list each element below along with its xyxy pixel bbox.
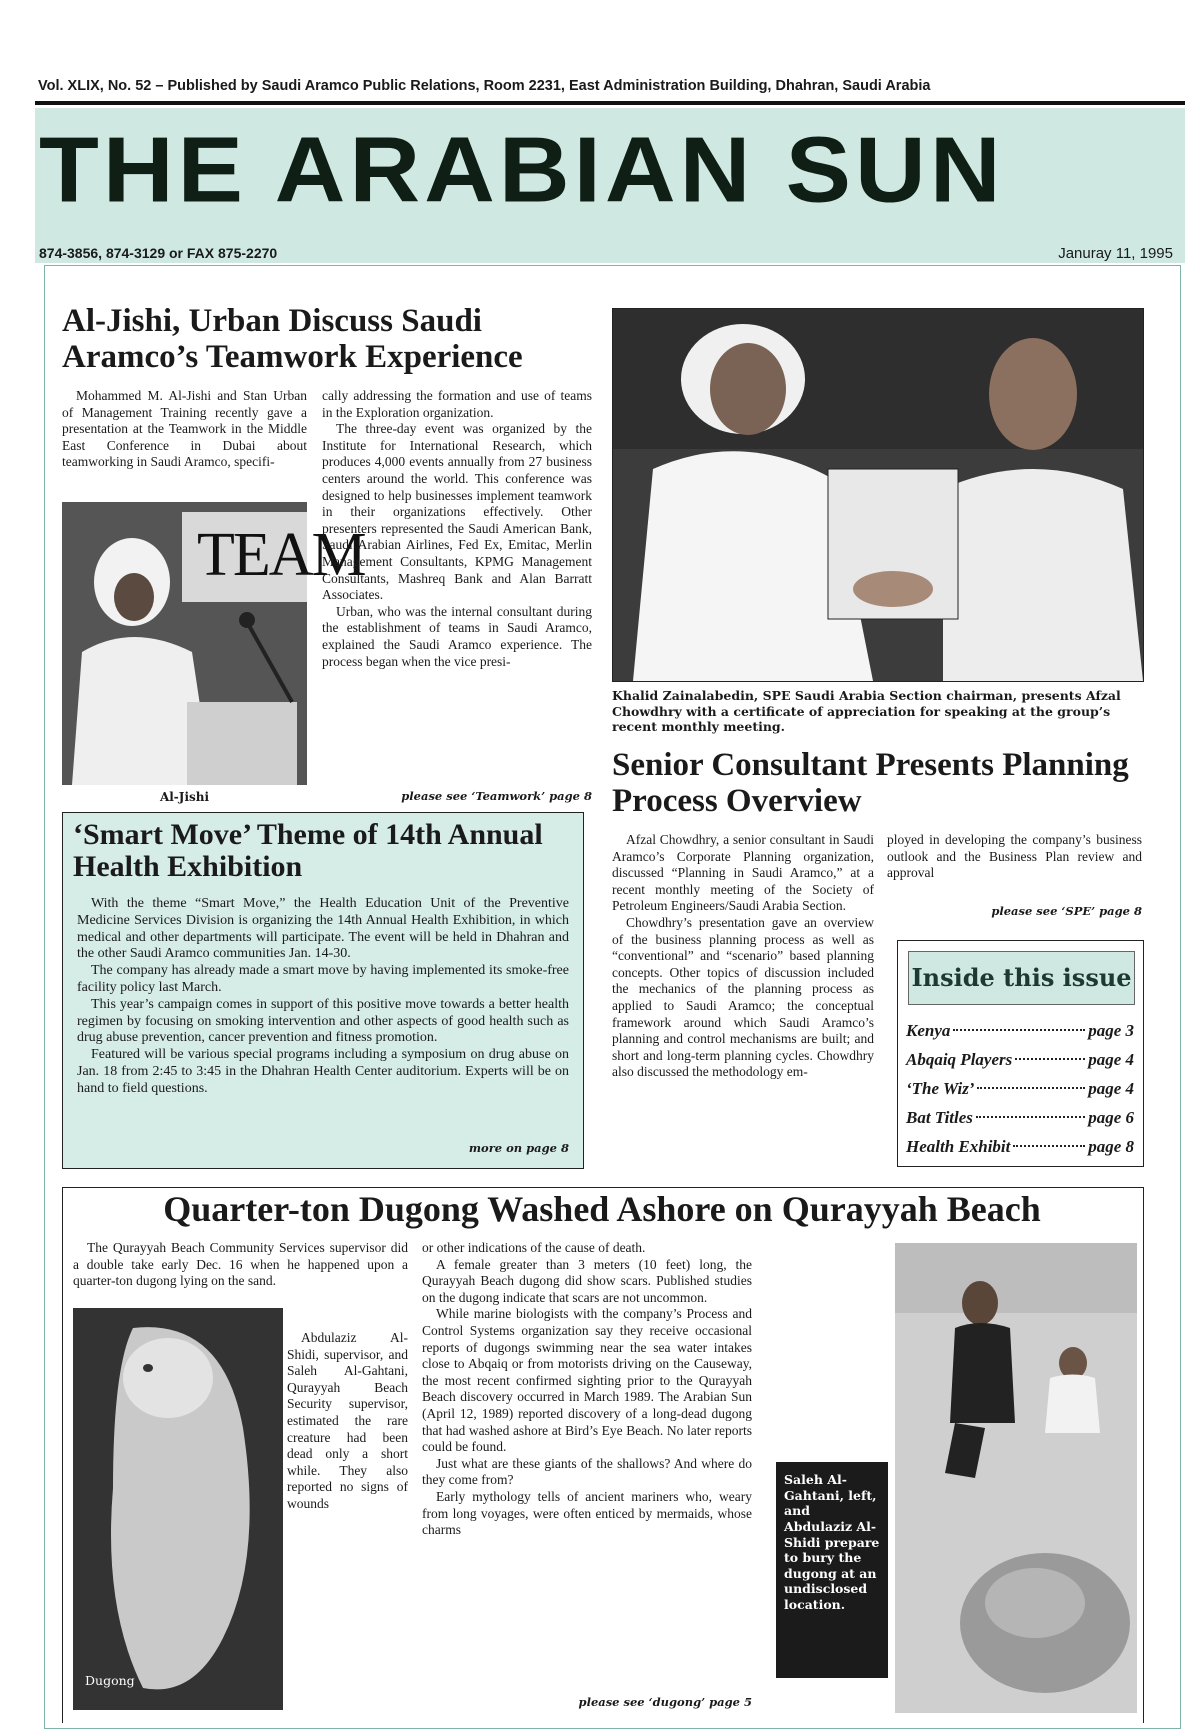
dugong-col1-top: [73, 1240, 408, 1290]
health-para: The company has already made a smart move by having implemented its smoke-free facility policy last March.: [77, 963, 569, 995]
health-jump[interactable]: more on page 8: [468, 1141, 569, 1155]
dugong-photo-right: [895, 1243, 1137, 1713]
dugong-photo-caption-right: [776, 1462, 888, 1678]
newspaper-title: THE ARABIAN SUN: [39, 116, 1005, 222]
inside-item-leader: [1015, 1058, 1085, 1060]
inside-title-band: [908, 951, 1135, 1005]
dugong-col2-para: Early mythology tells of ancient mariners who, weary from long voyages, were often enticed by mermaids, whose charms: [422, 1488, 752, 1538]
planning-col1-para: Afzal Chowdhry, a senior consultant in Saudi Aramco’s Corporate Planning organization, discussed “Planning in Saudi Aramco,” at a recent monthly meeting of the Society of Petroleum Engineers/Saudi Arabia Section.: [612, 832, 874, 914]
teamwork-photo: [62, 502, 365, 785]
dugong-photo-caption-left: Dugong: [85, 1673, 135, 1688]
health-para: With the theme “Smart Move,” the Health Education Unit of the Preventive Medicine Services Division is organizing the 14th Annual Health Exhibition, in which medical and other departments will participate. The event will be held in Dhahran and the other Saudi Aramco communities Jan. 14-30.: [77, 896, 569, 962]
contact-phones: 874-3856, 874-3129 or FAX 875-2270: [39, 245, 278, 261]
dugong-jump[interactable]: please see ‘dugong’ page 5: [578, 1695, 752, 1709]
inside-box: [897, 940, 1144, 1167]
dugong-caption-text: Saleh Al-Gahtani, left, and Abdulaziz Al-Shidi prepare to bury the dugong at an undisclosed location.: [784, 1472, 880, 1612]
planning-col2-para: ployed in developing the company’s business outlook and the Business Plan review and approval: [887, 832, 1142, 881]
dugong-col1-para: The Qurayyah Beach Community Services supervisor did a double take early Dec. 16 when he happened upon a quarter-ton dugong lying on the sand.: [73, 1240, 408, 1289]
masthead-band: [35, 108, 1185, 263]
inside-item-topic: Health Exhibit: [906, 1137, 1011, 1156]
inside-item-leader: [953, 1029, 1085, 1031]
dugong-col2-para: While marine biologists with the company’s Process and Control Systems organization say they receive occasional reports of dugongs swimming near the sea water intakes close to Abqaiq or from motorists driving on the Causeway, the most recent confirmed sighting prior to the Qurayyah Beach discovery occurred in March 1989. The Arabian Sun (April 12, 1989) reported discovery of a long-dead dugong that had washed ashore at Bird’s Eye Beach. No later reports could be found.: [422, 1306, 752, 1455]
dugong-photo-icon: [73, 1308, 283, 1710]
issue-date: Januray 11, 1995: [1058, 245, 1173, 262]
inside-item-topic: Bat Titles: [906, 1108, 973, 1127]
teamwork-col2: [322, 388, 592, 670]
inside-item-topic: ‘The Wiz’: [906, 1079, 975, 1098]
spe-photo-caption: Khalid Zainalabedin, SPE Saudi Arabia Section chairman, presents Afzal Chowdhry with a certificate of appreciation for speaking at the group’s recent monthly meeting.: [612, 688, 1121, 735]
health-body: [77, 896, 569, 1098]
dugong-col2: [422, 1240, 752, 1539]
planning-jump[interactable]: please see ‘SPE’ page 8: [991, 904, 1142, 918]
dugong-headline: Quarter-ton Dugong Washed Ashore on Qurayyah Beach: [163, 1189, 1041, 1229]
planning-col1-para: Chowdhry’s presentation gave an overview of the business planning process as well as “conventional” and “scenario” based planning concepts. Other topics of discussion included the mechanics of the planning process as applied to Saudi Aramco; the conceptual framework around which Saudi Aramco’s planning and control mechanisms are built; and short and long-term planning cycles. Chowdhry also discussed the methodology em-: [612, 914, 874, 1080]
health-para: Featured will be various special programs including a symposium on drug abuse on Jan. 18 from 2:45 to 3:45 in the Dhahran Health Center auditorium. Experts will be on hand to field questions.: [77, 1047, 569, 1096]
teamwork-col1: [62, 388, 307, 471]
publisher-line: Vol. XLIX, No. 52 – Published by Saudi Aramco Public Relations, Room 2231, East Administration Building, Dhahran, Saudi Arabia: [38, 78, 931, 94]
teamwork-photo-caption: Al-Jishi: [159, 790, 210, 804]
inside-item[interactable]: [906, 1016, 1134, 1045]
dugong-col2-para: A female greater than 3 meters (10 feet) long, the Qurayyah Beach dugong did show scars. Published studies on the dugong indicate that scars are not uncommon.: [422, 1256, 752, 1305]
inside-item[interactable]: [906, 1045, 1134, 1074]
inside-item-page: page 4: [1088, 1050, 1134, 1069]
teamwork-col1-para: Mohammed M. Al-Jishi and Stan Urban of Management Training recently gave a presentation at the Teamwork in the Middle East Conference in Dubai about teamworking in Saudi Aramco, specifi-: [62, 388, 307, 470]
inside-title: Inside this issue: [911, 963, 1132, 992]
inside-item[interactable]: [906, 1132, 1134, 1161]
inside-item-topic: Kenya: [906, 1021, 951, 1040]
teamwork-photo-sign: TEAM: [197, 521, 365, 589]
inside-list: [906, 1016, 1134, 1161]
inside-item-page: page 4: [1088, 1079, 1134, 1098]
planning-headline: Senior Consultant Presents Planning Process Overview: [612, 747, 1129, 819]
planning-col1: [612, 832, 874, 1081]
inside-item-leader: [1013, 1145, 1085, 1147]
teamwork-col2-para: The three-day event was organized by the Institute for International Research, which produces 4,000 events annually from 27 business centers around the world. This conference was designed to help businesses implement teamwork in their organizations effectively. Other presenters represented the Saudi American Bank, Saudi Arabian Airlines, Fed Ex, Emitac, Merlin Management Consultants, KPMG Management Consultants, Mashreq Bank and Alan Barratt Associates.: [322, 421, 592, 603]
handshake-photo-icon: [613, 309, 1143, 681]
teamwork-jump[interactable]: please see ‘Teamwork’ page 8: [401, 789, 592, 803]
teamwork-col2-para: cally addressing the formation and use of teams in the Exploration organization.: [322, 388, 592, 420]
inside-item-page: page 6: [1088, 1108, 1134, 1127]
teamwork-col2-para: Urban, who was the internal consultant during the establishment of teams in Saudi Aramco, explained the Saudi Aramco experience. The process began when the vice presi-: [322, 603, 592, 669]
teamwork-headline: Al-Jishi, Urban Discuss Saudi Aramco’s Teamwork Experience: [62, 303, 523, 375]
dugong-col1-side-para: Abdulaziz Al-Shidi, supervisor, and Saleh Al-Gahtani, Qurayyah Beach Security supervisor, estimated the rare creature had been dead only a short while. They also reported no signs of wounds: [287, 1330, 408, 1511]
planning-col2: [887, 832, 1142, 882]
dugong-col1-side: [287, 1330, 408, 1513]
beach-photo-icon: [895, 1243, 1137, 1713]
dugong-photo-left: [73, 1308, 283, 1710]
inside-item[interactable]: [906, 1103, 1134, 1132]
spe-photo: [612, 308, 1144, 682]
masthead-rule: [35, 101, 1185, 105]
dugong-col2-para: or other indications of the cause of death.: [422, 1240, 646, 1255]
dugong-col2-para: Just what are these giants of the shallows? And where do they come from?: [422, 1455, 752, 1488]
health-headline: ‘Smart Move’ Theme of 14th Annual Health Exhibition: [73, 818, 543, 884]
health-para: This year’s campaign comes in support of this positive move towards a better health regimen by focusing on smoking intervention and other aspects of good health such as drug abuse prevention, cancer prevention and fitness promotion.: [77, 996, 569, 1046]
health-box: [62, 812, 584, 1169]
inside-item[interactable]: [906, 1074, 1134, 1103]
inside-item-topic: Abqaiq Players: [906, 1050, 1013, 1069]
inside-item-page: page 3: [1088, 1021, 1134, 1040]
inside-item-leader: [976, 1116, 1085, 1118]
inside-item-page: page 8: [1088, 1137, 1134, 1156]
inside-item-leader: [977, 1087, 1085, 1089]
